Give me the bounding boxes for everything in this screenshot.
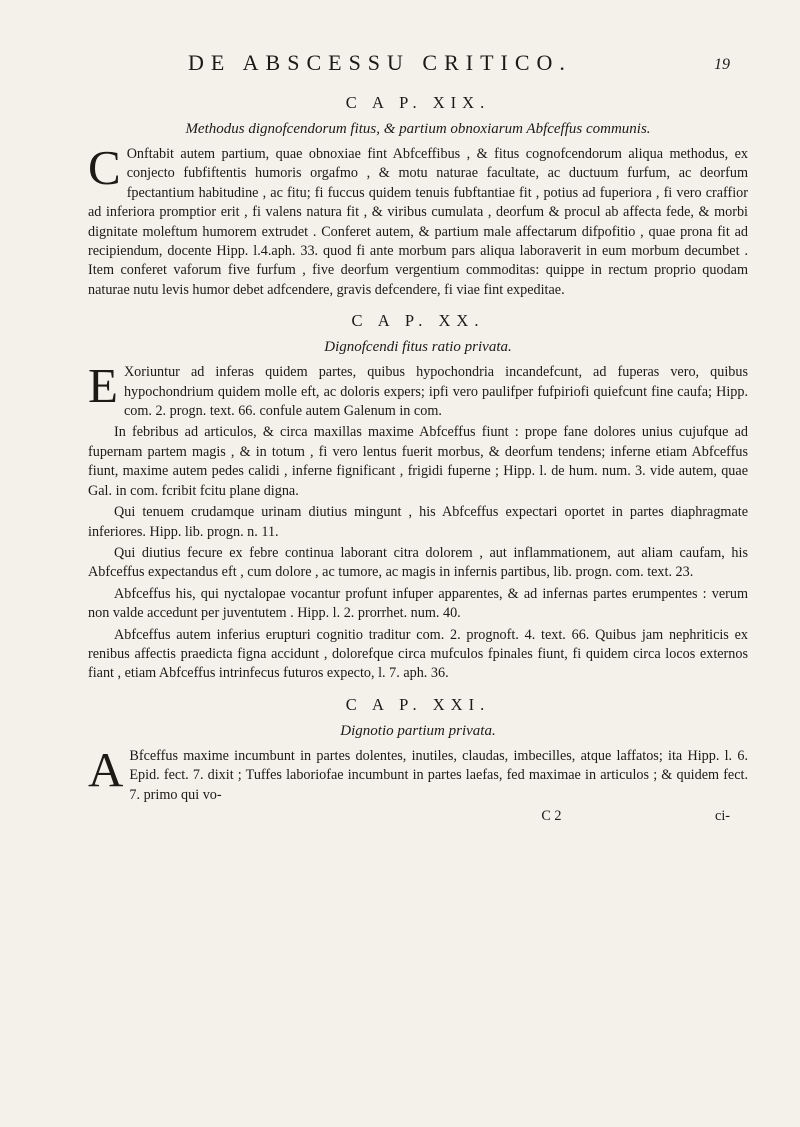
paragraph (88, 358, 748, 421)
page-footer (88, 807, 748, 826)
paragraph: Abfceffus his, qui nyctalopae vocantur profunt infuper apparentes, & ad infernas partes erumpentes : verum non valde accedunt per juventutem . Hipp. l. 2. prorrhet. num. 40. (88, 585, 748, 622)
signature-mark: C 2 (541, 807, 562, 824)
paragraph: Qui diutius fecure ex febre continua laborant citra dolorem , aut inflammationem, aut aliam caufam, his Abfceffus expectandus eft , cum dolore , ac tumore, ac magis in infernis partibus, lib. progn. com. text. 23. (88, 544, 748, 581)
drop-cap: E (88, 358, 118, 414)
chapter-title: Dignofcendi fitus ratio privata. (324, 339, 512, 356)
catchword: ci- (715, 807, 730, 824)
drop-cap: A (88, 741, 124, 797)
paragraph (88, 140, 748, 300)
chapter-heading: C A P. XX. (351, 311, 485, 331)
drop-cap: C (88, 140, 121, 195)
paragraph-text: Onftabit autem partium, quae obnoxiae fint Abfceffibus , & fitus cognofcendorum aliqua methodus, ex conjecto fubfiftentis humoris orgafmo , & motu naturae facultate, ac ductuum furfum, ac deorfum fpectantium habitudine , ac fitu; fi fuccus quidem tenuis fubftantiae fit , potius ad fuperiora , fi vero craffior ad inferiora promptior erit , fi valens natura fit , & viribus cumulata , deorfum & procul ab affecta fede, & morbi dignitate moleftum humorem extrudet . Conferet autem, & partium male affectarum difpofitio , quae prona fit ad recipiendum, docente Hipp. l.4.aph. 33. quod fi ante morbum pars aliqua laboraverit in eum morbum decumbet . Item conferet vaforum five furfum , five deorfum vergentium commoditas: quippe in rectum proprio quodam naturae nutu levis humor debet adfcendere, gravis defcendere, fi viae fint expeditae. (88, 146, 748, 298)
paragraph: In febribus ad articulos, & circa maxillas maxime Abfceffus fiunt : prope fane dolores unius cujufque ad fupernam partem magis , & in totum , fi vero lentus fuerit morbus, & deorfum tendens; inferne etiam Abfceffus fiunt, maxime autem pedes calidi , inferne fignificant , frigidi fuperne ; Hipp. l. de hum. num. 3. vide autem, quae Gal. in com. fcribit fcitu plane digna. (88, 424, 748, 499)
paragraph: Abfceffus autem inferius erupturi cognitio traditur com. 2. prognoft. 4. text. 66. Quibus jam nephriticis ex renibus affectis praedicta figna accidunt , dolorefque circa mufculos fpinales fiunt, fi quidem circa locos externos fiant , etiam Abfceffus intrinfecus futuros expecto, l. 7. aph. 36. (88, 626, 748, 682)
paragraph (88, 741, 748, 805)
paragraph-text: Xoriuntur ad inferas quidem partes, quibus hypochondria incandefcunt, ad fuperas vero, quibus hypochondrium quidem molle eft, ac doloris expers; ipfi vero paulifper fufpiriofi quiefcunt fine caufa; Hipp. com. 2. progn. text. 66. confule autem Galenum in com. (123, 364, 748, 420)
chapter-title: Dignotio partium privata. (340, 722, 496, 739)
paragraph: Qui tenuem crudamque urinam diutius mingunt , his Abfceffus expectari oportet in partes diaphragmate inferiores. Hipp. lib. progn. n. 11. (88, 504, 748, 540)
chapter-heading: C A P. XXI. (345, 694, 491, 714)
page-number: 19 (714, 56, 730, 73)
chapter-title: Methodus dignofcendorum fitus, & partium obnoxiarum Abfceffus communis. (185, 121, 651, 137)
chapter-heading: C A P. XIX. (345, 93, 491, 112)
running-title: DE ABSCESSU CRITICO. (188, 50, 572, 75)
paragraph-text: Bfceffus maxime incumbunt in partes dolentes, inutiles, claudas, imbecilles, atque laffatos; ita Hipp. l. 6. Epid. fect. 7. dixit ; Tuffes laboriofae incumbunt in partes laefas, fed maximae in articulos ; & quidem fect. 7. primo qui vo- (129, 747, 748, 803)
main-text (88, 92, 748, 826)
